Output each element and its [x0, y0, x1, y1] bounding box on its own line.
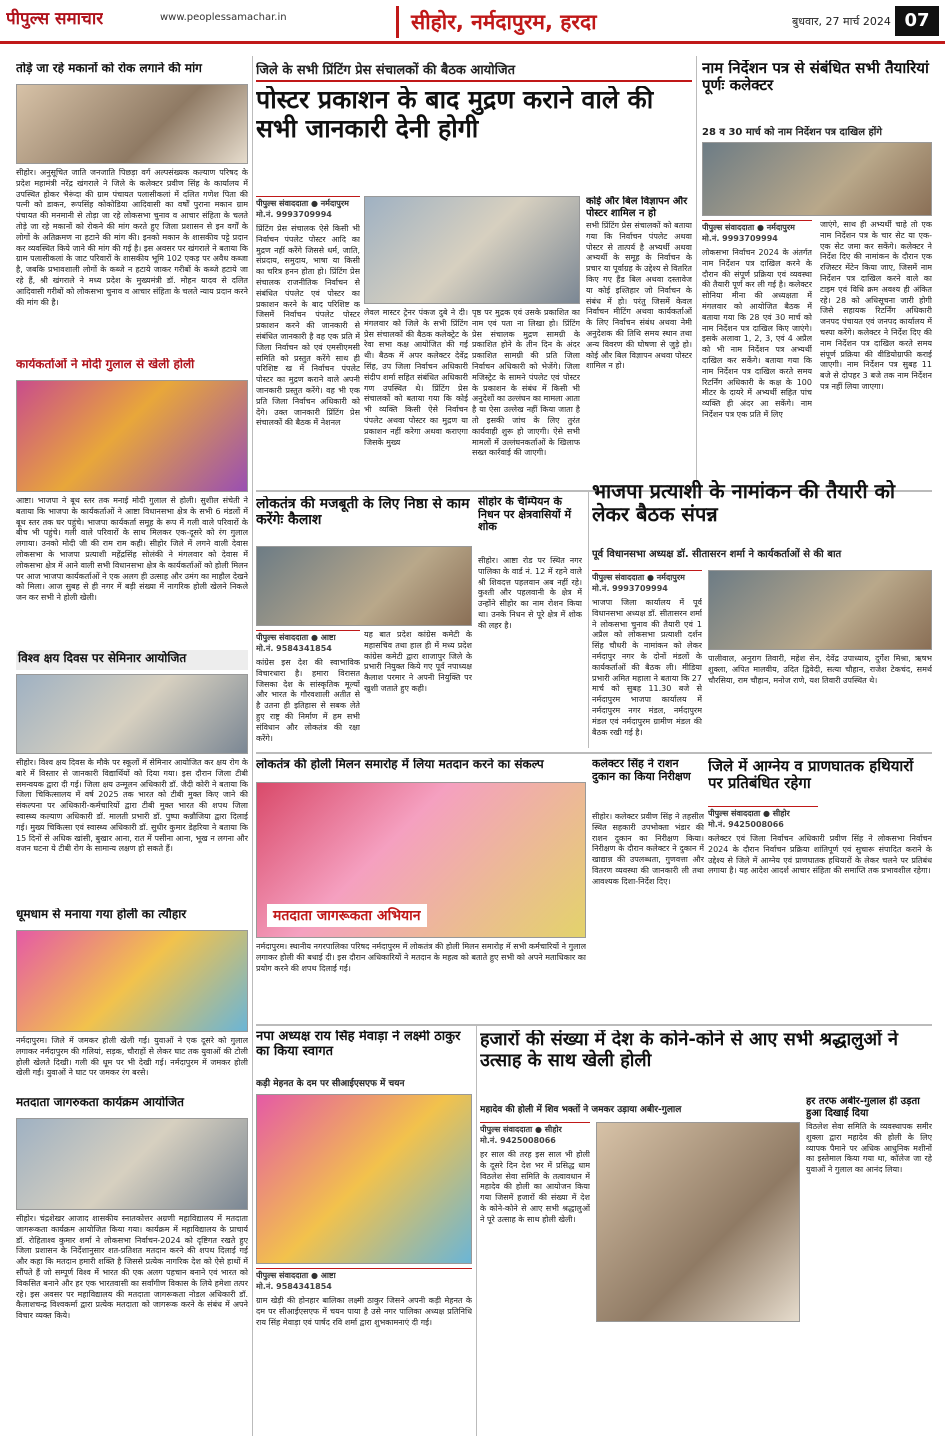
photo-tb-seminar: [16, 674, 248, 754]
lok-mobile: मो.नं. 9584341854: [256, 644, 332, 653]
row-divider: [256, 752, 932, 754]
festival-side-body: विठलेश सेवा समिति के व्यवस्थापक समीर शुक्ला द्वारा महादेव की होली के लिए व्यापक पैमाने पर अधिक आधुनिक मशीनों का इस्तेमाल किया गया था, कॉलेज जा रहे युवाओं ने गुलाल का आनंद लिया।: [806, 1122, 932, 1175]
column-divider: [476, 1026, 477, 1436]
holi-milan-headline-wrap: [256, 758, 586, 778]
lok-body-2: यह बात प्रदेश कांग्रेस कमेटी के महासचिव तथा हाल ही में मध्य प्रदेश कांग्रेस कमेटी द्वारा शाजापुर जिले के प्रभारी नियुक्त किये गए पूर्व नपाध्यक्ष कैलाश परमार ने अपनी नियुक्ति पर खुशी जताते हुए कही।: [364, 630, 472, 693]
story-festival-holi-headline: धूमधाम से मनाया गया होली का त्यौहार: [16, 908, 187, 921]
lead-box-title: कोई और बिल विज्ञापन और पोस्टर शामिल न हो: [586, 196, 688, 219]
story-tb-headline-wrap: [16, 650, 248, 670]
mayor-subheadline: कड़ी मेहनत के दम पर सीआईएसएफ में चयन: [256, 1079, 405, 1089]
column-divider: [696, 56, 697, 488]
bjp-body-2: पालीवाल, अनुराग तिवारी, महेश सेन, देवेंद्र उपाध्याय, दुर्गेश मिश्रा, ऋषभ शुक्ला, अपित मालवीय, उदित द्विवेदी, सत्या चौहान, राजेश टेकचंद, समर्थ चौरसिया, राम चौहान, मनोज राणे, यश तिवारी उपस्थित थे।: [708, 654, 932, 685]
row-divider: [256, 1024, 932, 1026]
festival-sub-wrap: [480, 1102, 780, 1118]
story-voter-headline-wrap: [16, 1096, 248, 1114]
arms-headline-wrap: [708, 758, 932, 802]
bjp-byline-wrap: [592, 570, 702, 594]
festival-subheadline: महादेव की होली में शिव भक्तों ने जमकर उड़ाया अबीर-गुलाल: [480, 1105, 682, 1115]
lead-headline: पोस्टर प्रकाशन के बाद मुद्रण कराने वाले की सभी जानकारी देनी होगी: [256, 86, 654, 143]
mayor-body: ग्राम खेड़ी की होनहार बालिका लक्ष्मी ठाकुर जिसने अपनी कड़ी मेहनत के दम पर सीआईएसएफ में चयन पाया है उसे नगर पालिका अध्यक्ष प्रतिनिधि राय सिंह मेवाड़ा एवं पार्षद रवि शर्मा द्वारा शुभकामनाएं दी गई।: [256, 1296, 472, 1327]
bjp-sub-wrap: [592, 546, 932, 564]
mayor-headline-wrap: [256, 1030, 472, 1074]
photo-youth-holi: [16, 930, 248, 1032]
lok-headline: लोकतंत्र की मजबूती के लिए निष्ठा से काम करेंगेः कैलाश: [256, 496, 470, 529]
lead-box-body: सभी प्रिंटिंग प्रेस संचालकों को बताया गया कि निर्वाचन पंपलेट अथवा पोस्टर से तात्पर्य है अभ्यर्थी अथवा अभ्यर्थी के समूह के निर्वाचन के प्रचार या पूर्वाग्रह के उद्देश्य से वितरित किए गए हैंड बिल अथवा दस्तावेज या कोई इश्तिहार जो निर्वाचन के संबंध में हो। परंतु जिसमें केवल निर्वाचन मीटिंग अथवा कार्यकर्ताओं के लिए निर्वाचन संबंध अथवा नेमी अनुदेशक की तिथि समय स्थान तथा अन्य विवरण की घोषणा से जुड़े हो। कोई और बिल विज्ञापन अथवा पोस्टर शामिल न हो।: [586, 221, 692, 371]
arms-body: कलेक्टर एवं जिला निर्वाचन अधिकारी प्रवीण सिंह ने लोकसभा निर्वाचन 2024 के दौरान निर्वाचन प्रक्रिया शांतिपूर्ण एवं सुचारू संपादित कराने के उद्देश्य से जिले में आग्नेय एवं प्राणघातक हथियारों के लेकर चलने पर प्रतिबंध लगाया है। यह आदेश आदर्श आचार संहिता की समाप्ति तक प्रभावशील रहेगा।: [708, 834, 932, 876]
photo-kailash: [256, 546, 472, 626]
photo-printing-meeting: [364, 196, 580, 304]
arms-mobile: मो.नं. 9425008066: [708, 820, 784, 829]
nom-mobile: मो.नं. 9993709994: [702, 234, 778, 243]
mayor-byline: पीपुल्स संवाददाता ● आष्टा: [256, 1271, 336, 1280]
nom-byline: पीपुल्स संवाददाता ● नर्मदापुरम: [702, 223, 795, 232]
lead-kicker-wrap: [256, 60, 692, 82]
story-festival-holi-body: नर्मदापुरम। जिले में जमकर होली खेली गई। युवाओं ने एक दूसरे को गुलाल लगाकर नर्मदापुरम की गलियां, सड़क, चौराहों से लेकर घाट तक युवाओं की टोली होली खेलते दिखी। गली की धूम पर भी देखी गई। नर्मदापुरम में जमकर होली खेली गई। युवाओं ने घाट पर जमकर रंग बरसे।: [16, 1036, 248, 1078]
arms-headline: जिले में आग्नेय व प्राणघातक हथियारों पर प्रतिबंधित रहेगा: [708, 758, 914, 793]
photo-voter-banner: मतदाता जागरूकता अभियान: [267, 904, 427, 927]
newspaper-url[interactable]: www.peoplessamachar.in: [160, 12, 287, 23]
nom-sub-wrap: [702, 124, 932, 140]
lok-byline-wrap: [256, 630, 360, 654]
lead-body-3: पृष्ठ पर मुद्रक एवं उसके प्रकाशित का नाम एवं पता ना लिखा हो। प्रिंटिंग प्रेस संचालक मुद्रण सामग्री के प्रकाशित होने के तीन दिन के अंदर प्रकाशित सामग्री की प्रति जिला निर्वाचन अधिकारी को भेजेंगे। जिला मजिस्ट्रेट के सामने पंपलेट एवं पोस्टर के प्रकाशन के संबंध में किसी भी अनुदेशों का उल्लंघन का मामला आता है या ऐसा उल्लेख नहीं किया जाता है तो इसकी जांच के लिए तुरंत कार्यवाही शुरू हो जाएगी। ऐसे सभी मामलों में उल्लंघनकर्ताओं के खिलाफ सख्त कार्रवाई की जाएगी।: [472, 308, 580, 458]
story-houses-headline: तोड़े जा रहे मकानों को रोक लगाने की मांग: [16, 62, 202, 75]
mayor-mobile: मो.नं. 9584341854: [256, 1282, 332, 1291]
photo-houses: [16, 84, 248, 164]
arms-byline-wrap: [708, 806, 818, 830]
story-gulal-body: आष्टा। भाजपा ने बूथ स्तर तक मनाई मोदी गुलाल से होली। सुशील संचेती ने बताया कि भाजपा के कार्यकर्ताओं ने आष्टा विधानसभा क्षेत्र के सभी 6 मंडलों में बूथ स्तर तक घर पहुंचे। भाजपा कार्यकर्ता समूह के रूप में गली वाले परिवारों के बीच भी पहुंचे। गली वाले परिवारों के साथ मिलकर एक-दूसरे को रंग गुलाल लगाया। उनको मोदी जी की राम राम कही। सीहोर जिले में लगने वाली देवास लोकसभा के भाजपा प्रत्याशी महेंद्रसिंह सोलंकी ने मंगलवार को देवास में लोकसभा क्षेत्र में आने वाली सभी विधानसभा क्षेत्र के कार्यकर्ताओं को होली मिलन पर आज भाजपा कार्यकर्ताओं ने एक अलग ही उत्साह और उमंग का माहौल देखने को मिला। आज सुबह से ही नगर में बड़ी संख्या में नागरिक होली खेलने निकले जन कर सभी ने होली खेली।: [16, 496, 248, 603]
newspaper-brand: पीपुल्स समाचार: [6, 9, 104, 29]
bjp-headline: भाजपा प्रत्याशी के नामांकन की तैयारी को लेकर बैठक संपन्न: [592, 480, 895, 526]
page-number: 07: [895, 6, 939, 36]
bjp-subheadline: पूर्व विधानसभा अध्यक्ष डॉ. सीतासरन शर्मा ने कार्यकर्ताओं से की बात: [592, 549, 842, 560]
festival-body: हर साल की तरह इस साल भी होली के दूसरे दिन देश भर में प्रसिद्ध धाम विठलेश सेवा समिति के तत्वावधान में महादेव की होली का आयोजन किया गया जिसमें हजारों की संख्या में देश के कोने-कोने से आए सभी श्रद्धालुओं ने पूरे उत्साह के साथ होली खेली।: [480, 1150, 590, 1224]
photo-collector-meeting: [702, 142, 932, 216]
lead-body-2: लेवल मास्टर ट्रेनर पंकज दुबे ने दी। मंगलवार को जिले के सभी प्रिंटिंग प्रेस संचालकों की बैठक कलेक्ट्रेट के रेवा सभा कक्ष आयोजित की गई थी। बैठक में अपर कलेक्टर देवेंद्र सिंह, उप जिला निर्वाचन अधिकारी संदीप शर्मा सहित संबंधित अधिकारी गण उपस्थित थे। प्रिंटिंग प्रेस संचालकों को बताया गया कि कोई भी व्यक्ति किसी ऐसे निर्वाचन पंपलेट अथवा पोस्टर का मुद्रण या प्रकाशन नहीं करेगा अथवा कराएगा जिसके मुख्य: [364, 308, 468, 447]
ward-body: सीहोर। आष्टा रोड पर स्थित नगर पालिका के वार्ड नं. 12 में रहने वाले श्री शिवदत्त पहलवान अब नहीं रहे। कुश्ती और पहलवानी के क्षेत्र में उन्होंने सीहोर का नाम रोशन किया था। उनके निधन से पूरे क्षेत्र में शोक की लहर है।: [478, 556, 582, 630]
edition-title: सीहोर, नर्मदापुरम, हरदा: [396, 6, 726, 38]
story-tb-body: सीहोर। विश्व क्षय दिवस के मौके पर स्कूलों में सेमिनार आयोजित कर क्षय रोग के बारे में विस्तार से जानकारी विद्यार्थियों को दिया गया। इस दौरान जिला टीबी समन्वयक द्वारा दी गई। जिला क्षय उन्मूलन अधिकारी डॉ. जैदी कोरी ने बताया कि जिला चिकित्सालय में वर्ष 2025 तक भारत को टीबी मुक्त किए जाने की संकल्पना पर अधिकारी-कर्मचारियों द्वारा टीबी मुक्त भारत की शपथ जिला स्वास्थ्य कल्याण अधिकारी डॉ. मालती प्रभारी डॉ. पुष्पा कन्नौजिया द्वारा दिलाई गई। मुख्य चिकित्सा एवं स्वास्थ्य अधिकारी डॉ. सुधीर कुमार डेहरिया ने बताया कि 15 दिनों से अधिक खांसी, बुखार आना, रात में पसीना आना, भूख न लगना और वजन घटना ये टीबी रोग के सामान्य लक्षण हो सकते हैं।: [16, 758, 248, 854]
story-festival-headline-wrap: [16, 908, 248, 926]
issue-date: बुधवार, 27 मार्च 2024: [792, 15, 891, 28]
lead-body-1: प्रिंटिंग प्रेस संचालक ऐसे किसी भी निर्वाचन पंपलेट पोस्टर आदि का मुद्रण नहीं करेंगे जिससे धर्म, जाति, संप्रदाय, समुदाय, भाषा या किसी का चरित्र हनन होता हो। प्रिंटिंग प्रेस संचालक राजनीतिक निर्वाचन से संबंधित पंपलेट एवं पोस्टर का प्रकाशन करने के बाद परिशिष्ट क जिसमें निर्वाचन पंपलेट पोस्टर प्रकाशन करने की जानकारी से संबंधित जानकारी है वह एक प्रति में जिला निर्वाचन को एवं एमसीएमसी समिति को प्रस्तुत करेंगे साथ ही परिशिष्ट ख में निर्वाचन पंपलेट पोस्टर का मुद्रण कराने वाले अपनी जानकारी प्रस्तुत करेंगे। वह भी एक प्रति जिला निर्वाचन अधिकारी को देंगे। उक्त जानकारी प्रिंटिंग प्रेस संचालकों की बैठक में नेशनल: [256, 224, 360, 428]
festival-byline: पीपुल्स संवाददाता ● सीहोर: [480, 1125, 562, 1134]
nom-headline: नाम निर्देशन पत्र से संबंधित सभी तैयारियां पूर्णः कलेक्टर: [702, 60, 929, 95]
bjp-byline: पीपुल्स संवाददाता ● नर्मदापुरम: [592, 573, 685, 582]
nom-body-2: जाएंगे, साथ ही अभ्यर्थी चाहे तो एक नाम निर्देशन पत्र के चार सेट या एक-एक सेट जमा कर सकेंगे। कलेक्टर ने निर्देश दिए की नामांकन के दौरान एक रजिस्टर मेंटेन किया जाए, जिसमें नाम निर्देशन पत्र दाखिल करने वाले का टाइम एवं विधि क्रम अवश्य ही अंकित रहे। 28 को अधिसूचना जारी होगी जिसे सहायक रिटर्निंग अधिकारी जनपद पंचायत एवं जनपद कार्यालय में चस्पा करेंगे। कलेक्टर ने निर्देश दिए की नाम निर्देशन पत्र दाखिल करते समय संपूर्ण प्रक्रिया की वीडियोग्राफी कराई जाएगी। नाम निर्देशन पत्र सुबह 11 बजे से दोपहर 3 बजे तक नाम निर्देशन पत्र नहीं लिया जाएगा।: [820, 220, 932, 391]
mayor-byline-wrap: [256, 1268, 472, 1292]
mayor-headline: नपा अध्यक्ष राय सिंह मेवाड़ा ने लक्ष्मी ठाकुर का किया स्वागत: [256, 1030, 461, 1059]
lead-mobile: मो.नं. 9993709994: [256, 210, 332, 219]
ward-headline-wrap: [478, 496, 582, 552]
lead-byline: पीपुल्स संवाददाता ● नर्मदापुरम: [256, 199, 349, 208]
photo-voter-program: [16, 1118, 248, 1210]
festival-headline-wrap: [480, 1030, 932, 1100]
holi-milan-body: नर्मदापुरम। स्थानीय नगरपालिका परिषद नर्मदापुरम में लोकतंत्र की होली मिलन समारोह में सभी कर्मचारियों ने गुलाल लगाकर होली की बधाई दी। इस दौरान अधिकारियों ने मतदान के महत्व को बताते हुए सभी को अपने मताधिकार का प्रयोग करने की शपथ दिलाई गई।: [256, 942, 586, 973]
festival-side-title: हर तरफ अबीर-गुलाल ही उड़ता हुआ दिखाई दिया: [806, 1096, 920, 1119]
story-tb-headline: विश्व क्षय दिवस पर सेमिनार आयोजित: [18, 651, 187, 665]
lead-kicker: जिले के सभी प्रिंटिंग प्रेस संचालकों की बैठक आयोजित: [256, 63, 516, 78]
holi-milan-headline: लोकतंत्र की होली मिलन समारोह में लिया मतदान करने का संकल्प: [256, 758, 544, 771]
story-voter-headline: मतदाता जागरुकता कार्यक्रम आयोजित: [16, 1096, 184, 1109]
lead-byline-wrap: [256, 196, 360, 220]
bjp-mobile: मो.नं. 9993709994: [592, 584, 668, 593]
photo-holi-milan: [256, 782, 586, 938]
story-houses-body: सीहोर। अनुसूचित जाति जनजाति पिछड़ा वर्ग अल्पसंख्यक कल्याण परिषद के प्रदेश महामंत्री नरेंद्र खंगराले ने जिले के कलेक्टर प्रवीण सिंह के कार्यालय में उपस्थित होकर भैरूंदा की ग्राम पंचायत पलासीकलां में दलित गणेश पिता की पत्नी को डाकन, रूपसिंह कोकोडिया आदिवासी का वर्षों पुराना मकान ग्राम पंचायत की मनमानी से तोड़ा जा रहे लोकसभा चुनाव व आचार संहिता के चलते तोड़े जा रहे मकानों को रोकने की मांग करते हुए जिला प्रशासन से इन वर्गों के लोगों के अतिक्रमण ना हटाने की मांग की। इनको मकान के शासकीय पट्टे प्रदान कर व्यवस्थित किये जाने की मांग की गई है। इस अवसर पर खंगराले ने बताया कि ग्राम पलासीकलां के जाट परिवारों के शासकीय भूमि 102 एकड़ पर अवैध कब्जा है, जबकि प्रभावशाली लोगों के कब्जे न हटाये जाकर गरीबों के कब्जे हटाये जा रहे हैं, श्री खंगराले ने मध्य प्रदेश के मुख्यमंत्री डॉ. मोहन यादव से दलित आदिवासी गरीबों को लोकसभा चुनाव व आचार संहिता के चलते न्याय प्रदान करने की मांग की है।: [16, 168, 248, 307]
masthead: [0, 0, 945, 44]
ration-headline-wrap: [592, 758, 704, 808]
festival-sidebar: [806, 1096, 932, 1430]
lok-body-1: कांग्रेस इस देश की स्वाभाविक विचारधारा है। हमारा विरासत जिसका देश के सांस्कृतिक मूल्यों और भारत के गौरवशाली अतीत से है उतना ही इतिहास से सबक लेते हुए राष्ट्र की निर्माण में हम सभी संविधान और लोकतंत्र की रक्षा करेंगे।: [256, 658, 360, 743]
photo-bjp-meeting: [708, 570, 932, 650]
lok-headline-wrap: [256, 496, 472, 542]
ward-headline: सीहोर के चैम्पियन के निधन पर क्षेत्रवासियों में शोक: [478, 496, 572, 534]
lead-box: [586, 196, 692, 478]
ration-headline: कलेक्टर सिंह ने राशन दुकान का किया निरीक्षण: [592, 758, 691, 783]
festival-headline: हजारों की संख्या में देश के कोने-कोने से आए सभी श्रद्धालुओं ने उत्साह के साथ खेली होली: [480, 1030, 899, 1071]
arms-byline: पीपुल्स संवाददाता ● सीहोर: [708, 809, 790, 818]
photo-mahadev-holi: [596, 1122, 800, 1322]
festival-byline-wrap: [480, 1122, 590, 1146]
festival-mobile: मो.नं. 9425008066: [480, 1136, 556, 1145]
nom-body-1: लोकसभा निर्वाचन 2024 के अंतर्गत नाम निर्देशन पत्र दाखिल करने के दौरान की संपूर्ण प्रक्रिया एवं व्यवस्था की तैयारी पूर्ण कर ली गई है। कलेक्टर सोनिया मीना की अध्यक्षता में मंगलवार को आयोजित बैठक में बताया गया कि 28 एवं 30 मार्च को नाम निर्देशन पत्र दाखिल किए जाएंगे। इसके अलावा 1, 2, 3, एवं 4 अप्रैल को भी नाम निर्देशन पत्र अभ्यर्थी दाखिल कर सकेंगे। बताया गया कि नाम निर्देशन पत्र दाखिल करते समय रिटर्निंग अधिकारी के कक्ष के 100 मीटर के दायरे में अभ्यर्थी सहित पांच व्यक्ति ही अंदर आ सकेंगे। नाम निर्देशन पत्र एक प्रति में लिए: [702, 248, 812, 419]
column-divider: [588, 492, 589, 748]
story-houses-headline-wrap: [16, 62, 248, 82]
bjp-headline-wrap: [592, 480, 932, 542]
lok-byline: पीपुल्स संवाददाता ● आष्टा: [256, 633, 336, 642]
story-voter-body: सीहोर। चंद्रशेखर आजाद शासकीय स्नातकोत्तर अग्रणी महाविद्यालय में मतदाता जागरूकता कार्यक्रम आयोजित किया गया। कार्यक्रम में महाविद्यालय के प्राचार्य डॉ. रोहिताश्व कुमार शर्मा ने लोकसभा निर्वाचन-2024 को दृष्टिगत रखते हुए जिला प्रशासन के निर्देशानुसार शत-प्रतिशत मतदान करने की शपथ दिलाई गई और कहा कि मतदान हमारी शक्ति है जिससे प्रत्येक नागरिक देश को ऐसे हाथों में सौंपते हैं जो सम्पूर्ण विश्व में भारत की एक अलग पहचान बनाने एवं भारत को विकसित बनाने और हर एक भारतवासी का सर्वांगीण विकास के लिये हमेशा तत्पर रहे। इस अवसर पर महाविद्यालय की मतदाता जागरूकता नोडल अधिकारी डॉ. कैलाशचन्द्र विश्वकर्मा द्वारा प्रत्येक मतदाता को जागरूक करने के संबंध में अपने विचार व्यक्त किये।: [16, 1214, 248, 1321]
lead-headline-wrap: [256, 86, 692, 182]
story-gulal-headline-wrap: [16, 358, 248, 376]
nom-subheadline: 28 व 30 मार्च को नाम निर्देशन पत्र दाखिल होंगे: [702, 127, 883, 138]
nom-headline-wrap: [702, 60, 932, 122]
nom-byline-wrap: [702, 220, 812, 244]
mayor-sub-wrap: [256, 1076, 472, 1092]
story-gulal-headline: कार्यकर्ताओं ने मोदी गुलाल से खेली होली: [16, 358, 195, 371]
photo-gulal: [16, 380, 248, 492]
column-divider: [252, 56, 253, 1436]
bjp-body-1: भाजपा जिला कार्यालय में पूर्व विधानसभा अध्यक्ष डॉ. सीतासरन शर्मा ने लोकसभा चुनाव की तैयारी एवं 1 अप्रैल को लोकसभा प्रत्याशी दर्शन सिंह चौधरी के नामांकन को लेकर नर्मदापुर नगर के दोनों मंडलों के कार्यकर्ताओं की बैठक ली। मीडिया प्रभारी अमित महाला ने बताया कि 27 मार्च को सुबह 11.30 बजे से नर्मदापुरम भाजपा कार्यालय में नर्मदापुरम नगर मंडल, नर्मदापुरम मंडल एवं नर्मदापुरम ग्रामीण मंडल की बैठक रखी गई है।: [592, 598, 702, 737]
photo-lakshmi-welcome: [256, 1094, 472, 1264]
ration-body: सीहोर। कलेक्टर प्रवीण सिंह ने तहसील स्थित सहकारी उपभोक्ता भंडार की राशन दुकान का निरीक्षण किया। निरीक्षण के दौरान कलेक्टर ने दुकान में खाद्यान्न की उपलब्धता, गुणवत्ता और वितरण व्यवस्था की जानकारी ली तथा आवश्यक दिशा-निर्देश दिए।: [592, 812, 704, 886]
